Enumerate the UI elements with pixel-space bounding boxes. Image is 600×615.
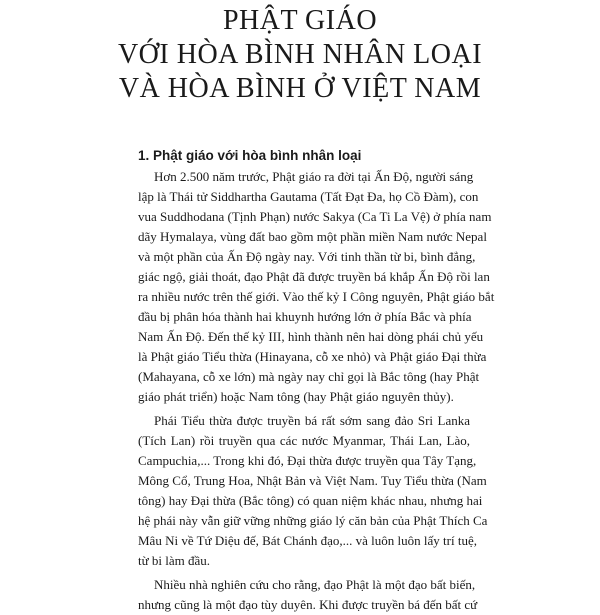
text-line: Campuchia,... Trong khi đó, Đại thừa được truyền qua Tây Tạng, xyxy=(138,453,477,468)
text-line: nhưng cũng là một đạo tùy duyên. Khi được truyền bá đến bất cứ xyxy=(138,597,478,612)
text-line: tông) hay Đại thừa (Bắc tông) có quan niệm khác nhau, nhưng hai xyxy=(138,493,483,508)
body-text xyxy=(138,167,495,615)
section-heading: 1. Phật giáo với hòa bình nhân loại xyxy=(138,148,362,163)
chapter-title-line: PHẬT GIÁO xyxy=(222,5,378,36)
chapter-title xyxy=(0,4,600,106)
paragraph xyxy=(138,167,495,407)
text-line: Phái Tiểu thừa được truyền bá rất sớm sang đảo Sri Lanka xyxy=(154,413,470,428)
paragraph xyxy=(138,411,488,571)
text-line: ra nhiều nước trên thế giới. Vào thế kỷ I Công nguyên, Phật giáo bắt xyxy=(138,289,495,304)
text-line: hệ phái này vẫn giữ vững những giáo lý căn bản của Phật Thích Ca xyxy=(138,513,488,528)
text-line: giác ngộ, giải thoát, đạo Phật đã được truyền bá khắp Ấn Độ rồi lan xyxy=(138,269,490,284)
text-line: Nam Ấn Độ. Đến thế kỷ III, hình thành nên hai dòng phái chủ yếu xyxy=(138,329,484,344)
text-line: Mông Cổ, Trung Hoa, Nhật Bản và Việt Nam. Tuy Tiểu thừa (Nam xyxy=(138,473,487,488)
text-line: Nhiều nhà nghiên cứu cho rằng, đạo Phật là một đạo bất biến, xyxy=(154,577,476,592)
text-line: là Phật giáo Tiểu thừa (Hinayana, cỗ xe nhỏ) và Phật giáo Đại thừa xyxy=(138,349,487,364)
chapter-title-line: VÀ HÒA BÌNH Ở VIỆT NAM xyxy=(118,73,482,104)
text-line: lập là Thái tử Siddhartha Gautama (Tất Đạt Đa, họ Cồ Đàm), con xyxy=(138,189,479,204)
text-line: (Mahayana, cỗ xe lớn) mà ngày nay chỉ gọi là Bắc tông (hay Phật xyxy=(138,369,480,384)
paragraph xyxy=(138,575,478,615)
text-line: vua Suddhodana (Tịnh Phạn) nước Sakya (Ca Ti La Vệ) ở phía nam xyxy=(138,209,492,224)
text-line: dãy Hymalaya, vùng đất bao gồm một phần miền Nam nước Nepal xyxy=(138,229,487,244)
text-line: và một phần của Ấn Độ ngày nay. Với tinh thần từ bi, bình đẳng, xyxy=(138,249,476,264)
text-line: giáo phát triển) hoặc Nam tông (hay Phật giáo nguyên thủy). xyxy=(138,389,454,404)
text-line: từ bi làm đầu. xyxy=(138,553,211,568)
text-line: (Tích Lan) rồi truyền qua các nước Myanmar, Thái Lan, Lào, xyxy=(138,433,470,448)
text-line: Hơn 2.500 năm trước, Phật giáo ra đời tại Ấn Độ, người sáng xyxy=(154,169,474,184)
chapter-title-line: VỚI HÒA BÌNH NHÂN LOẠI xyxy=(117,39,483,70)
text-line: đầu bị phân hóa thành hai khuynh hướng lớn ở phía Bắc và phía xyxy=(138,309,472,324)
text-line: Mâu Ni về Tứ Diệu đế, Bát Chánh đạo,... và luôn luôn lấy trí tuệ, xyxy=(138,533,477,548)
